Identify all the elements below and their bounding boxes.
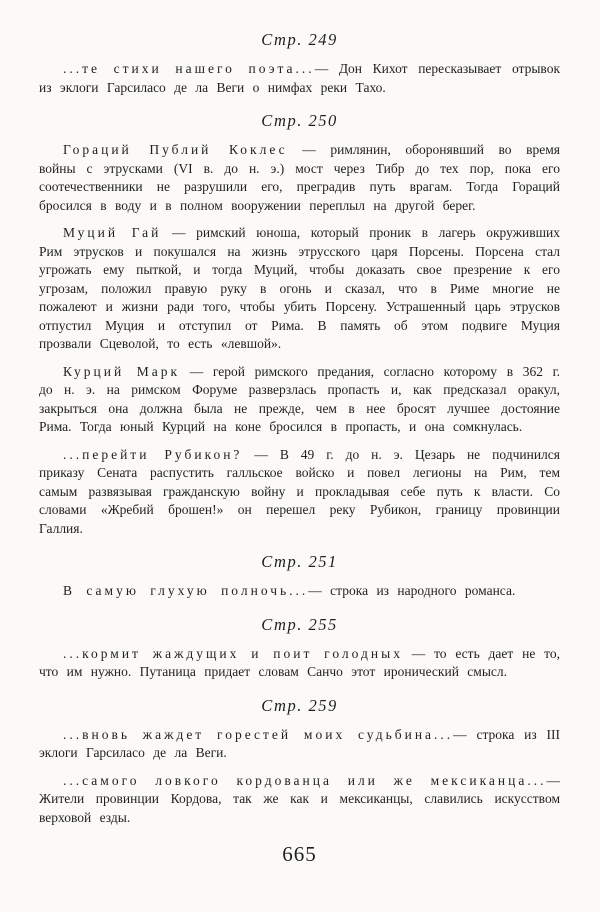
page-number: 665: [282, 842, 317, 866]
note-text: — строка из III эклоги Гарсиласо де ла Веги.: [39, 726, 560, 760]
note-paragraph: [39, 224, 560, 354]
note-paragraph: [39, 772, 560, 828]
note-term: ...перейти Рубикон?: [63, 446, 243, 462]
note-text: — герой римского предания, согласно которому в 362 г. до н. э. на римском Форуме разверзлась пропасть и, как предсказал оракул, закрыться она должна была не прежде, чем в нее бросят лучшее достояние Рима. Тогда юный Курций на коне бросился в пропасть, и она сомкнулась.: [39, 363, 561, 434]
note-text: — строка из народного романса.: [308, 583, 516, 598]
note-term: Муций Гай: [63, 225, 162, 240]
note-text: — В 49 г. до н. э. Цезарь не подчинился приказу Сената распустить галльское войско и повел легионы на Рим, тем самым развязывая гражданскую войну и прокладывая себе путь к власти. Со словами «Жребий брошен!» он перешел реку Рубикон, границу провинции Галлия.: [39, 446, 560, 536]
page-ref-heading: Стр. 249: [261, 30, 338, 49]
note-text: — римлянин, оборонявший во время войны с этрусками (VI в. до н. э.) мост через Тибр до тех пор, пока его соотечественники не разрушили его, преградив путь врагам. Тогда Гораций бросился в воду и в полном вооружении переплыл на другой берег.: [39, 142, 561, 213]
note-term: В самую глухую полночь...: [63, 583, 309, 598]
note-paragraph: [39, 726, 560, 763]
page-ref-heading: Стр. 255: [261, 614, 338, 634]
note-paragraph: [39, 60, 560, 97]
note-term: ...вновь жаждет горестей моих судьбина...: [63, 726, 454, 742]
note-term: ...кормит жаждущих и поит голодных: [63, 645, 403, 661]
note-term: Курций Марк: [63, 363, 181, 379]
page-ref-heading: Стр. 259: [261, 695, 338, 715]
note-term: ...самого ловкого кордованца или же мексиканца...: [63, 772, 547, 788]
note-paragraph: [39, 645, 560, 682]
note-paragraph: [39, 582, 560, 601]
note-term: ...те стихи нашего поэта...: [63, 61, 315, 76]
note-text: — Дон Кихот пересказывает отрывок из эклоги Гарсиласо де ла Веги о нимфах реки Тахо.: [39, 61, 560, 95]
note-text: — римский юноша, который проник в лагерь окруживших Рим этрусков и покушался на жизнь этрусского царя Порсены. Порсена стал угрожать ему пыткой, и тогда Муций, чтобы доказать свое презрение к его угрозам, положил правую руку в огонь и сказал, что в Риме многие не пожалеют и жизни ради того, чтобы убить Порсену. Устрашенный царь этрусков отпустил Муция и отступил от Рима. В память об этом подвиге Муция прозвали Сцеволой, то есть «левшой».: [39, 225, 560, 351]
note-paragraph: [39, 446, 560, 539]
note-paragraph: [39, 141, 560, 215]
note-text: — то есть дает не то, что им нужно. Путаница придает словам Санчо этот иронический смысл.: [39, 645, 560, 679]
note-text: — Жители провинции Кордова, так же как и мексиканцы, славились искусством верховой езды.: [39, 772, 560, 825]
note-paragraph: [39, 363, 560, 437]
note-term: Гораций Публий Коклес: [63, 142, 288, 157]
page-ref-heading: Стр. 251: [261, 552, 338, 571]
page-ref-heading: Стр. 250: [261, 111, 338, 130]
